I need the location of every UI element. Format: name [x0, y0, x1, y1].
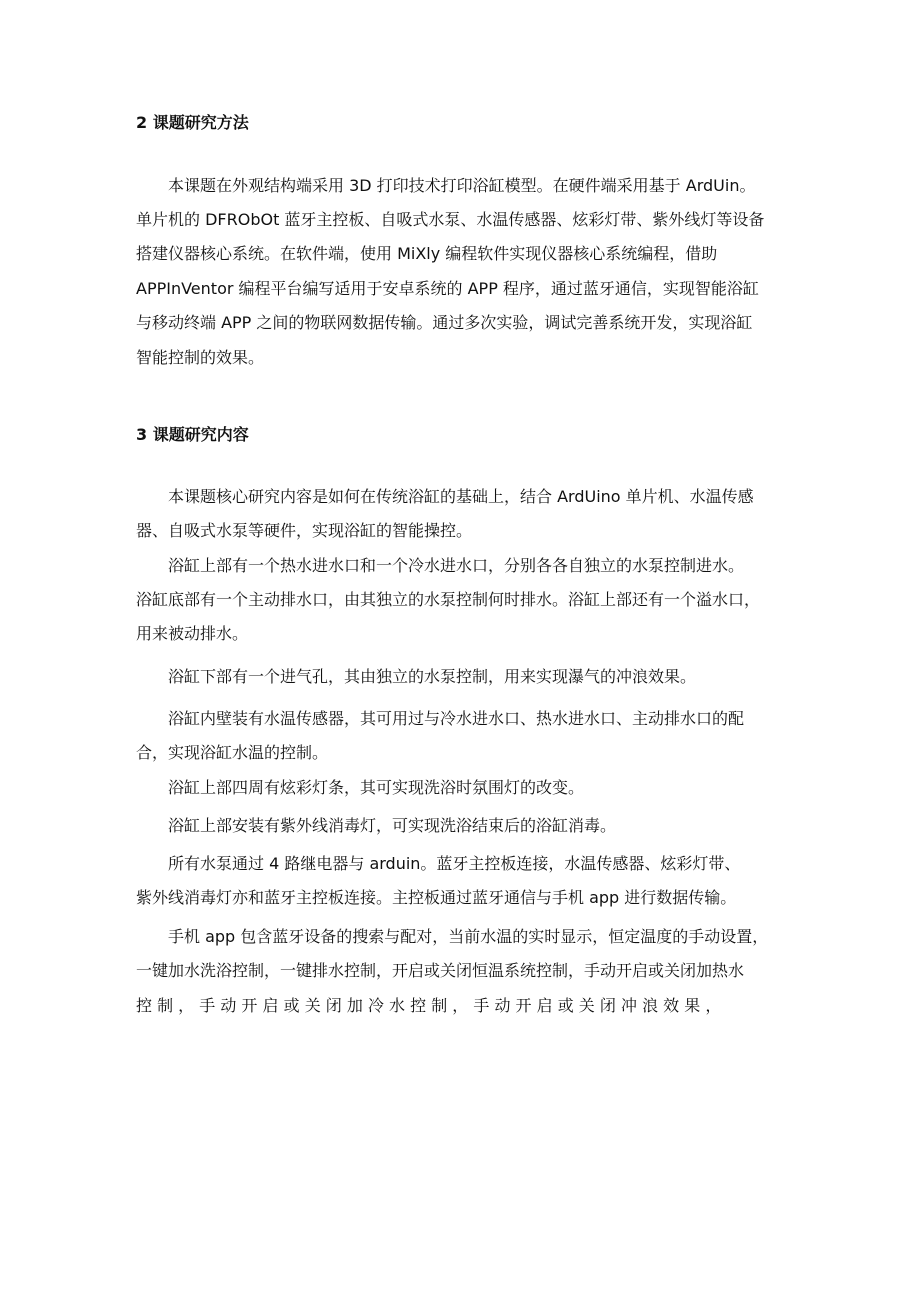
section-2-line-4: APPInVentor 编程平台编写适用于安卓系统的 APP 程序，通过蓝牙通信，实现智能浴缸 — [136, 279, 759, 298]
section-3-line-5: 用来被动排水。 — [136, 624, 249, 643]
section-2-line-6: 智能控制的效果。 — [136, 348, 265, 367]
section-3-line-7: 浴缸内壁装有水温传感器，其可用过与冷水进水口、热水进水口、主动排水口的配 — [168, 709, 745, 728]
section-3-line-8: 合，实现浴缸水温的控制。 — [136, 743, 329, 762]
section-3-heading: 3 课题研究内容 — [136, 425, 249, 444]
section-3-line-13: 手机 app 包含蓝牙设备的搜索与配对，当前水温的实时显示，恒定温度的手动设置， — [168, 927, 769, 946]
section-3-line-1: 本课题核心研究内容是如何在传统浴缸的基础上，结合 ArdUino 单片机、水温传感 — [168, 487, 754, 506]
section-3-line-2: 器、自吸式水泵等硬件，实现浴缸的智能操控。 — [136, 521, 473, 540]
section-2-line-5: 与移动终端 APP 之间的物联网数据传输。通过多次实验，调试完善系统开发，实现浴缸 — [136, 313, 753, 332]
section-3-line-14: 一键加水洗浴控制，一键排水控制，开启或关闭恒温系统控制，手动开启或关闭加热水 — [136, 961, 745, 980]
section-2-heading: 2 课题研究方法 — [136, 113, 249, 132]
section-3-line-11: 所有水泵通过 4 路继电器与 arduin。蓝牙主控板连接，水温传感器、炫彩灯带、 — [168, 854, 741, 873]
section-3-line-12: 紫外线消毒灯亦和蓝牙主控板连接。主控板通过蓝牙通信与手机 app 进行数据传输。 — [136, 888, 737, 907]
section-2-line-2: 单片机的 DFRObOt 蓝牙主控板、自吸式水泵、水温传感器、炫彩灯带、紫外线灯等设备 — [136, 210, 765, 229]
section-3-line-10: 浴缸上部安装有紫外线消毒灯，可实现洗浴结束后的浴缸消毒。 — [168, 816, 617, 835]
section-3-line-3: 浴缸上部有一个热水进水口和一个冷水进水口，分别各各自独立的水泵控制进水。 — [168, 556, 745, 575]
section-3-line-4: 浴缸底部有一个主动排水口，由其独立的水泵控制何时排水。浴缸上部还有一个溢水口， — [136, 590, 761, 609]
section-2-line-3: 搭建仪器核心系统。在软件端，使用 MiXly 编程软件实现仪器核心系统编程，借助 — [136, 244, 718, 263]
section-3-line-6: 浴缸下部有一个进气孔，其由独立的水泵控制，用来实现瀑气的冲浪效果。 — [168, 667, 697, 686]
section-3-line-15: 控 制 ， 手 动 开 启 或 关 闭 加 冷 水 控 制 ， 手 动 开 启 或 关 闭 冲 浪 效 果 ， — [136, 996, 722, 1015]
section-2-line-1: 本课题在外观结构端采用 3D 打印技术打印浴缸模型。在硬件端采用基于 ArdUin。 — [168, 176, 756, 195]
section-3-line-9: 浴缸上部四周有炫彩灯条，其可实现洗浴时氛围灯的改变。 — [168, 778, 585, 797]
